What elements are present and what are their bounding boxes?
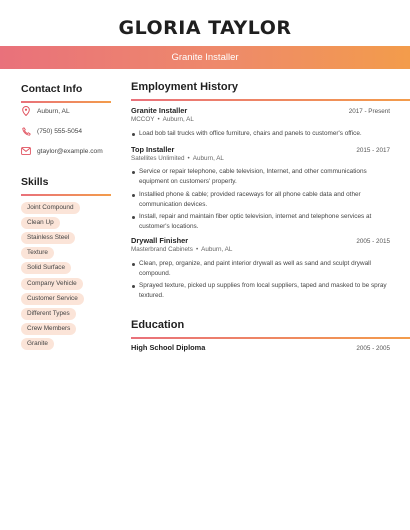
skill-chip: Joint Compound (21, 202, 80, 214)
skill-chip: Crew Members (21, 323, 76, 335)
job-bullets (131, 129, 390, 141)
education-entry (131, 343, 390, 352)
skill-chip: Clean Up (21, 217, 60, 229)
job-bullets (131, 259, 390, 301)
skill-chip: Stainless Steel (21, 232, 75, 244)
contact-phone (21, 125, 82, 137)
skill-chip: Different Types (21, 308, 76, 320)
job-bullet: Load bob tail trucks with office furniture, chairs and panels to customer's office. (131, 129, 390, 139)
job-employer: Satellites Unlimited • Auburn, AL (131, 155, 224, 162)
job-company: MCCOY (131, 116, 155, 123)
email-icon (21, 146, 31, 156)
employment-heading: Employment History (131, 81, 238, 93)
job-bullets (131, 167, 390, 232)
job-entry (131, 145, 390, 162)
job-title: Granite Installer (131, 106, 188, 115)
job-entry (131, 106, 390, 123)
candidate-name: GLORIA TAYLOR (118, 17, 292, 39)
job-location: Auburn, AL (192, 155, 224, 162)
skill-chip: Customer Service (21, 293, 84, 305)
skills-section (21, 176, 111, 196)
education-section (131, 319, 410, 339)
skill-chip: Texture (21, 247, 54, 259)
job-employer: MCCOY • Auburn, AL (131, 116, 194, 123)
education-dates: 2005 - 2005 (356, 345, 390, 352)
contact-phone-text: (750) 555-5054 (37, 127, 83, 135)
contact-email[interactable] (21, 145, 103, 157)
contact-section (21, 83, 111, 103)
contact-heading: Contact Info (21, 83, 83, 95)
contact-location (21, 105, 70, 117)
contact-email-text[interactable]: gtaylor@example.com (37, 147, 103, 155)
job-bullet: Install, repair and maintain fiber optic television, internet and telephone services at customer's locations. (131, 212, 390, 231)
contact-divider (21, 101, 111, 103)
job-title: Top Installer (131, 145, 175, 154)
job-location: Auburn, AL (201, 246, 233, 253)
location-pin-icon (21, 106, 31, 116)
job-bullet: Service or repair telephone, cable television, Internet, and other communications equipment on customers' property. (131, 167, 390, 186)
job-title: Drywall Finisher (131, 236, 189, 245)
phone-icon (21, 126, 31, 136)
job-bullet: Installied phone & cable; provided raceways for all phone cable data and other communication devices. (131, 190, 390, 209)
job-location: Auburn, AL (162, 116, 194, 123)
contact-location-text: Auburn, AL (37, 107, 70, 115)
skill-chip: Company Vehicle (21, 278, 83, 290)
job-dates: 2005 - 2015 (356, 238, 390, 245)
job-company: Masterbrand Cabinets (131, 246, 193, 253)
contact-list (21, 105, 111, 165)
skills-divider (21, 194, 111, 196)
job-entry (131, 236, 390, 253)
job-employer: Masterbrand Cabinets • Auburn, AL (131, 246, 233, 253)
job-bullet: Clean, prep, organize, and paint interior drywall as well as sand and sculpt drywall compound. (131, 259, 390, 278)
job-bullet: Sprayed texture, picked up supplies from local suppliers, taped and masked to be spray textured. (131, 281, 390, 300)
employment-section (131, 81, 410, 101)
job-dates: 2017 - Present (348, 108, 390, 115)
job-company: Satellites Unlimited (131, 155, 185, 162)
education-divider (131, 337, 410, 339)
education-degree: High School Diploma (131, 343, 206, 352)
job-dates: 2015 - 2017 (356, 147, 390, 154)
employment-divider (131, 99, 410, 101)
skill-chip: Granite (21, 338, 54, 350)
skill-chip: Solid Surface (21, 262, 71, 274)
skills-list (21, 202, 111, 352)
education-heading: Education (131, 319, 185, 331)
skills-heading: Skills (21, 176, 49, 188)
job-title-banner: Granite Installer (0, 46, 410, 69)
